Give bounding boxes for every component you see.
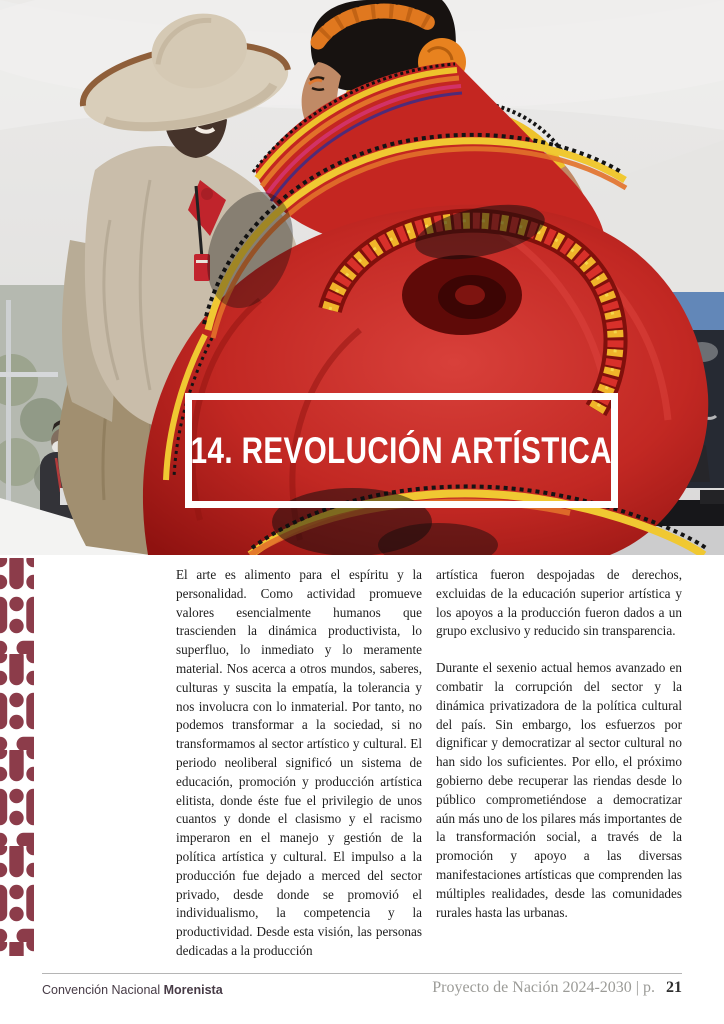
- maroon-dot-pattern: [0, 558, 34, 956]
- paragraph-art-intro: El arte es alimento para el espíritu y la personalidad. Como actividad promueve valores esencialmente humanos que trascienden la dinámica productivista, lo superfluo, lo inmediato y lo meramente material. Nos acerca a otros mundos, saberes, culturas y suscita la empatía, la tolerancia y nos involucra con lo inmaterial. Por tanto, no podemos transformar a la sociedad, si no transformamos al sector artístico y cultural. El periodo neoliberal significó un sistema de educación, promoción y producción artística elitista, donde éste fue el privilegio de unos cuantos y donde el clasismo y el racismo imperaron en el manejo y gestión de la política artística y cultural. El impulso a la producción fue dejado a merced del sector privado, desde donde se promovió el individualismo, la competencia y la productividad. Desde esta visión, las personas dedicadas a la producción: [176, 567, 422, 958]
- footer-org-regular: Convención Nacional: [42, 983, 161, 997]
- chapter-title: 14. REVOLUCIÓN ARTÍSTICA: [190, 429, 613, 471]
- chapter-banner: [185, 393, 618, 508]
- page-number: 21: [666, 979, 682, 996]
- footer-org-bold: Morenista: [163, 983, 223, 997]
- footer-organization: [42, 983, 223, 997]
- paragraph-continuation: artística fueron despojadas de derechos, excluidas de la educación superior artística y los apoyos a la producción fueron dados a un grupo exclusivo y reducido sin transparencia.: [436, 567, 682, 639]
- paragraph-sexenio: Durante el sexenio actual hemos avanzado en combatir la corrupción del sector y la dinámica privatizadora de la política cultural del país. Sin embargo, los esfuerzos por dignificar y democratizar al sector cultural no han sido los suficientes. Por ello, el próximo gobierno debe recuperar las riendas desde lo público comprometiéndose a democratizar aún más uno de los pilares más importantes de la transformación social, a través de la promoción y apoyo a las diversas manifestaciones artísticas que comprenden las múltiples realidades, desde las comunidades rurales hasta las urbanas.: [436, 660, 682, 920]
- footer-document-reference: [432, 979, 682, 997]
- text-column-left: [176, 566, 422, 961]
- footer-doc-title: Proyecto de Nación 2024-2030 | p.: [432, 979, 655, 996]
- footer-divider: [42, 973, 682, 974]
- text-column-right: [436, 566, 682, 922]
